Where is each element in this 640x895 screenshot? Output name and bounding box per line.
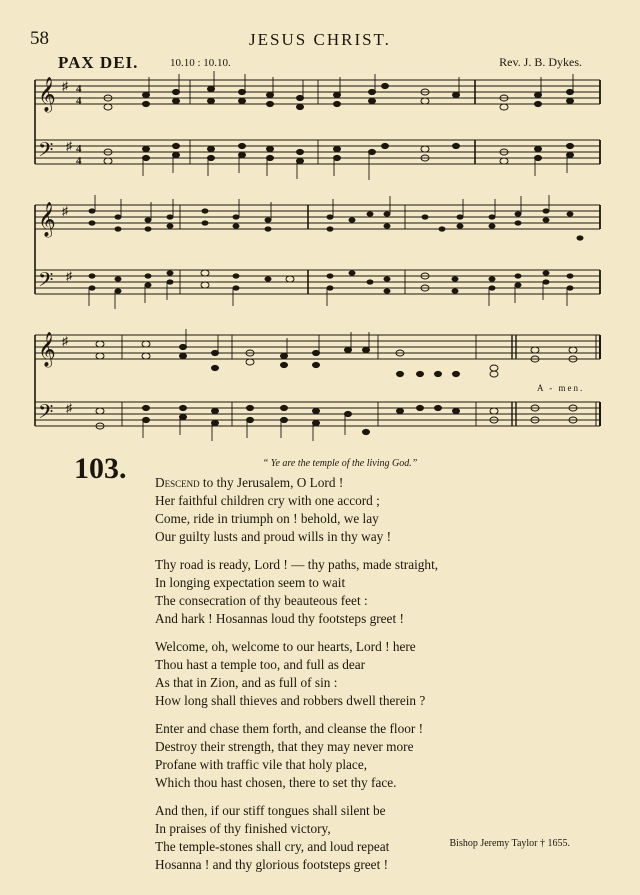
verse-line-rest: to thy Jerusalem, O Lord ! xyxy=(199,475,344,490)
epigraph: “ Ye are the temple of the living God.” xyxy=(262,458,418,469)
hymn-text xyxy=(155,474,535,884)
first-word: Descend xyxy=(155,475,200,490)
verse-line: Hosanna ! and thy glorious footsteps greet ! xyxy=(155,857,389,872)
verse-line: How long shall thieves and robbers dwell therein ? xyxy=(155,693,426,708)
verse-line: The temple-stones shall cry, and loud repeat xyxy=(155,839,390,854)
svg-text:4: 4 xyxy=(76,143,82,155)
svg-text:♯: ♯ xyxy=(66,269,72,283)
verse-line xyxy=(155,474,535,492)
verse-line: Thou hast a temple too, and full as dear xyxy=(155,657,366,672)
verse-line: Welcome, oh, welcome to our hearts, Lord ! here xyxy=(155,639,416,654)
verse-line: Which thou hast chosen, there to set thy face. xyxy=(155,775,397,790)
attribution: Bishop Jeremy Taylor † 1655. xyxy=(449,838,570,849)
verse-line: The consecration of thy beauteous feet : xyxy=(155,593,368,608)
amen-label: A - men. xyxy=(537,383,585,393)
verse-line: As that in Zion, and as full of sin : xyxy=(155,675,338,690)
music-system-1 xyxy=(0,70,640,200)
composer xyxy=(499,55,582,70)
verse-line: Come, ride in triumph on ! behold, we lay xyxy=(155,511,379,526)
verse-line: Enter and chase them forth, and cleanse the floor ! xyxy=(155,721,424,736)
svg-text:4: 4 xyxy=(76,83,82,95)
hymn-number: 103. xyxy=(74,452,127,485)
verse-line: Thy road is ready, Lord ! — thy paths, made straight, xyxy=(155,557,439,572)
verse-line: Destroy their strength, that they may never more xyxy=(155,739,414,754)
verse-line: And hark ! Hosannas loud thy footsteps greet ! xyxy=(155,611,404,626)
verse-line: Her faithful children cry with one accord ; xyxy=(155,493,380,508)
verse-line: Our guilty lusts and proud wills in thy way ! xyxy=(155,529,392,544)
bass-clef-icon: 𝄢 xyxy=(38,268,54,296)
svg-text:♯: ♯ xyxy=(66,139,72,153)
music-system-2 xyxy=(0,195,640,325)
svg-text:♯: ♯ xyxy=(62,79,68,93)
treble-clef-icon: 𝄞 xyxy=(38,332,56,367)
treble-clef-icon: 𝄞 xyxy=(38,77,56,112)
stanza-1 xyxy=(155,474,535,546)
stanza-4 xyxy=(155,720,535,792)
tune-name: PAX DEI. xyxy=(58,53,139,72)
svg-text:4: 4 xyxy=(76,155,82,167)
bass-clef-icon: 𝄢 xyxy=(38,138,54,166)
meter: 10.10 : 10.10. xyxy=(170,57,231,69)
composer-name: Rev. J. B. Dykes. xyxy=(499,55,582,69)
svg-text:♯: ♯ xyxy=(66,401,72,415)
verse-line: In praises of thy finished victory, xyxy=(155,821,331,836)
stanza-2 xyxy=(155,556,535,628)
running-head: JESUS CHRIST. xyxy=(249,30,391,49)
stanza-3 xyxy=(155,638,535,710)
verse-line: In longing expectation seem to wait xyxy=(155,575,346,590)
verse-line: Profane with traffic vile that holy place, xyxy=(155,757,368,772)
verse-line: And then, if our stiff tongues shall silent be xyxy=(155,803,386,818)
treble-clef-icon: 𝄞 xyxy=(38,202,56,237)
svg-text:♯: ♯ xyxy=(62,204,68,218)
bass-clef-icon: 𝄢 xyxy=(38,400,54,428)
page-number: 58 xyxy=(30,28,49,49)
svg-text:4: 4 xyxy=(76,95,82,107)
svg-text:♯: ♯ xyxy=(62,334,68,348)
